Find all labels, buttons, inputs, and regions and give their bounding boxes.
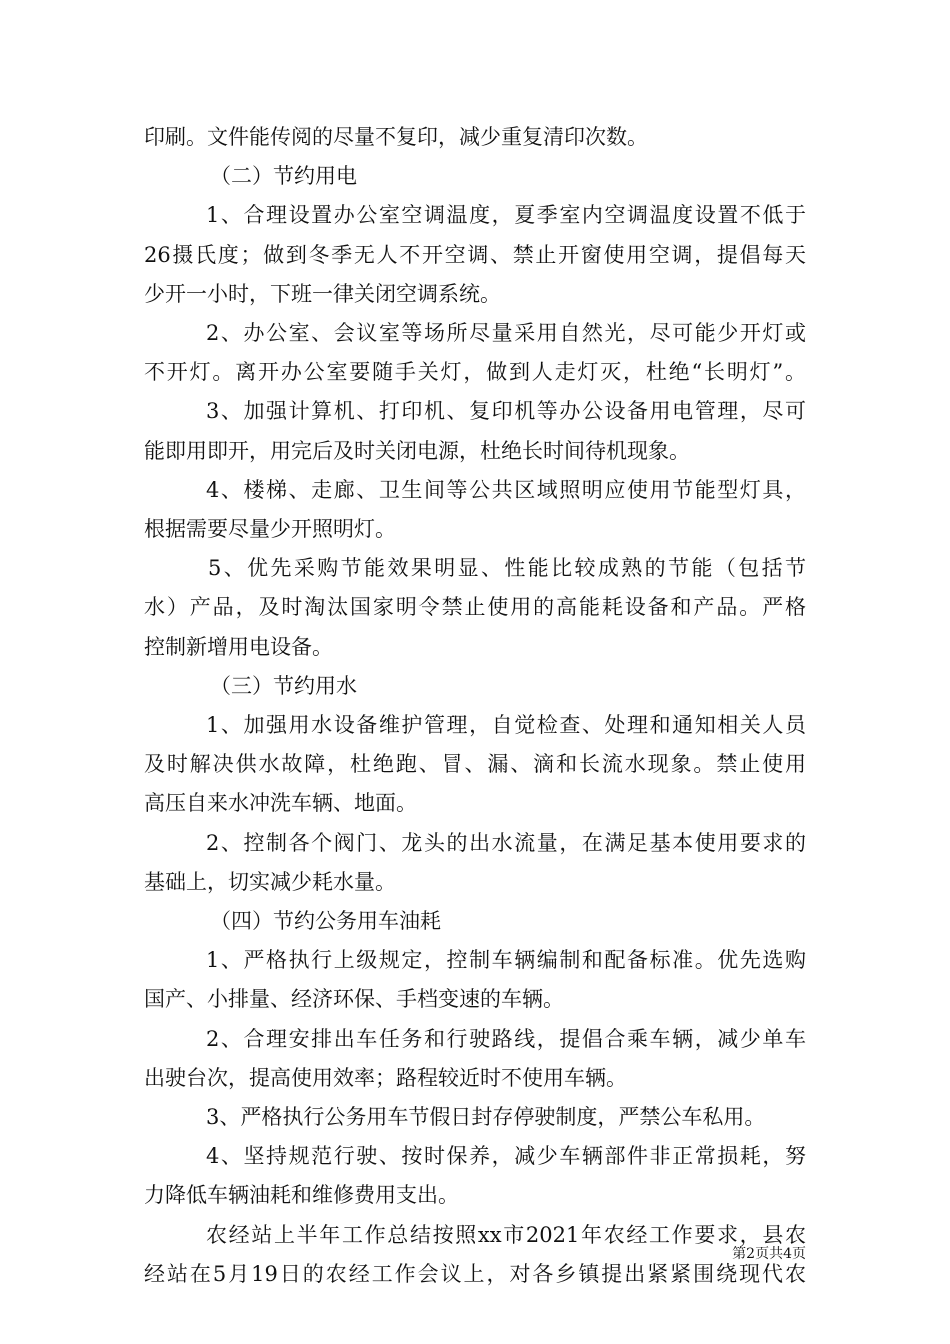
- text-line: 力降低车辆油耗和维修费用支出。: [144, 1183, 459, 1207]
- text-line: 不开灯。离开办公室要随手关灯，做到人走灯灭，杜绝“长明灯”。: [144, 360, 806, 384]
- text-line: 1、合理设置办公室空调温度，夏季室内空调温度设置不低于: [206, 203, 806, 227]
- text-line: 基础上，切实减少耗水量。: [144, 870, 396, 894]
- text-line: 水）产品，及时淘汰国家明令禁止使用的高能耗设备和产品。严格: [144, 595, 806, 619]
- text-line: 根据需要尽量少开照明灯。: [144, 517, 396, 541]
- text-line: 经站在5月19日的农经工作会议上，对各乡镇提出紧紧围绕现代农: [144, 1262, 806, 1286]
- text-line: 印刷。文件能传阅的尽量不复印，减少重复清印次数。: [144, 125, 648, 149]
- text-line: 少开一小时，下班一律关闭空调系统。: [144, 282, 501, 306]
- text-line: 农经站上半年工作总结按照xx市2021年农经工作要求，县农: [206, 1223, 806, 1247]
- section-heading: （二）节约用电: [210, 164, 357, 188]
- text-line: 3、加强计算机、打印机、复印机等办公设备用电管理，尽可: [206, 399, 806, 423]
- text-line: 4、坚持规范行驶、按时保养，减少车辆部件非正常损耗，努: [206, 1144, 806, 1168]
- text-line: 控制新增用电设备。: [144, 635, 333, 659]
- text-line: 1、严格执行上级规定，控制车辆编制和配备标准。优先选购: [206, 948, 806, 972]
- text-line: 能即用即开，用完后及时关闭电源，杜绝长时间待机现象。: [144, 439, 690, 463]
- text-line: 高压自来水冲洗车辆、地面。: [144, 791, 417, 815]
- text-line: 2、控制各个阀门、龙头的出水流量，在满足基本使用要求的: [206, 831, 806, 855]
- section-heading: （三）节约用水: [210, 674, 357, 698]
- text-line: 4、楼梯、走廊、卫生间等公共区域照明应使用节能型灯具，: [206, 478, 806, 502]
- text-line: 2、办公室、会议室等场所尽量采用自然光，尽可能少开灯或: [206, 321, 806, 345]
- text-line: 3、严格执行公务用车节假日封存停驶制度，严禁公车私用。: [206, 1105, 766, 1129]
- text-line: 出驶台次，提高使用效率；路程较近时不使用车辆。: [144, 1066, 627, 1090]
- text-line: 5、优先采购节能效果明显、性能比较成熟的节能（包括节: [208, 556, 806, 580]
- section-heading: （四）节约公务用车油耗: [210, 909, 441, 933]
- page-number-footer: 第2页共4页: [732, 1246, 806, 1262]
- text-line: 1、加强用水设备维护管理，自觉检查、处理和通知相关人员: [206, 713, 806, 737]
- text-line: 26摄氏度；做到冬季无人不开空调、禁止开窗使用空调，提倡每天: [144, 243, 806, 267]
- text-line: 2、合理安排出车任务和行驶路线，提倡合乘车辆，减少单车: [206, 1027, 806, 1051]
- text-line: 及时解决供水故障，杜绝跑、冒、漏、滴和长流水现象。禁止使用: [144, 752, 806, 776]
- text-line: 国产、小排量、经济环保、手档变速的车辆。: [144, 987, 564, 1011]
